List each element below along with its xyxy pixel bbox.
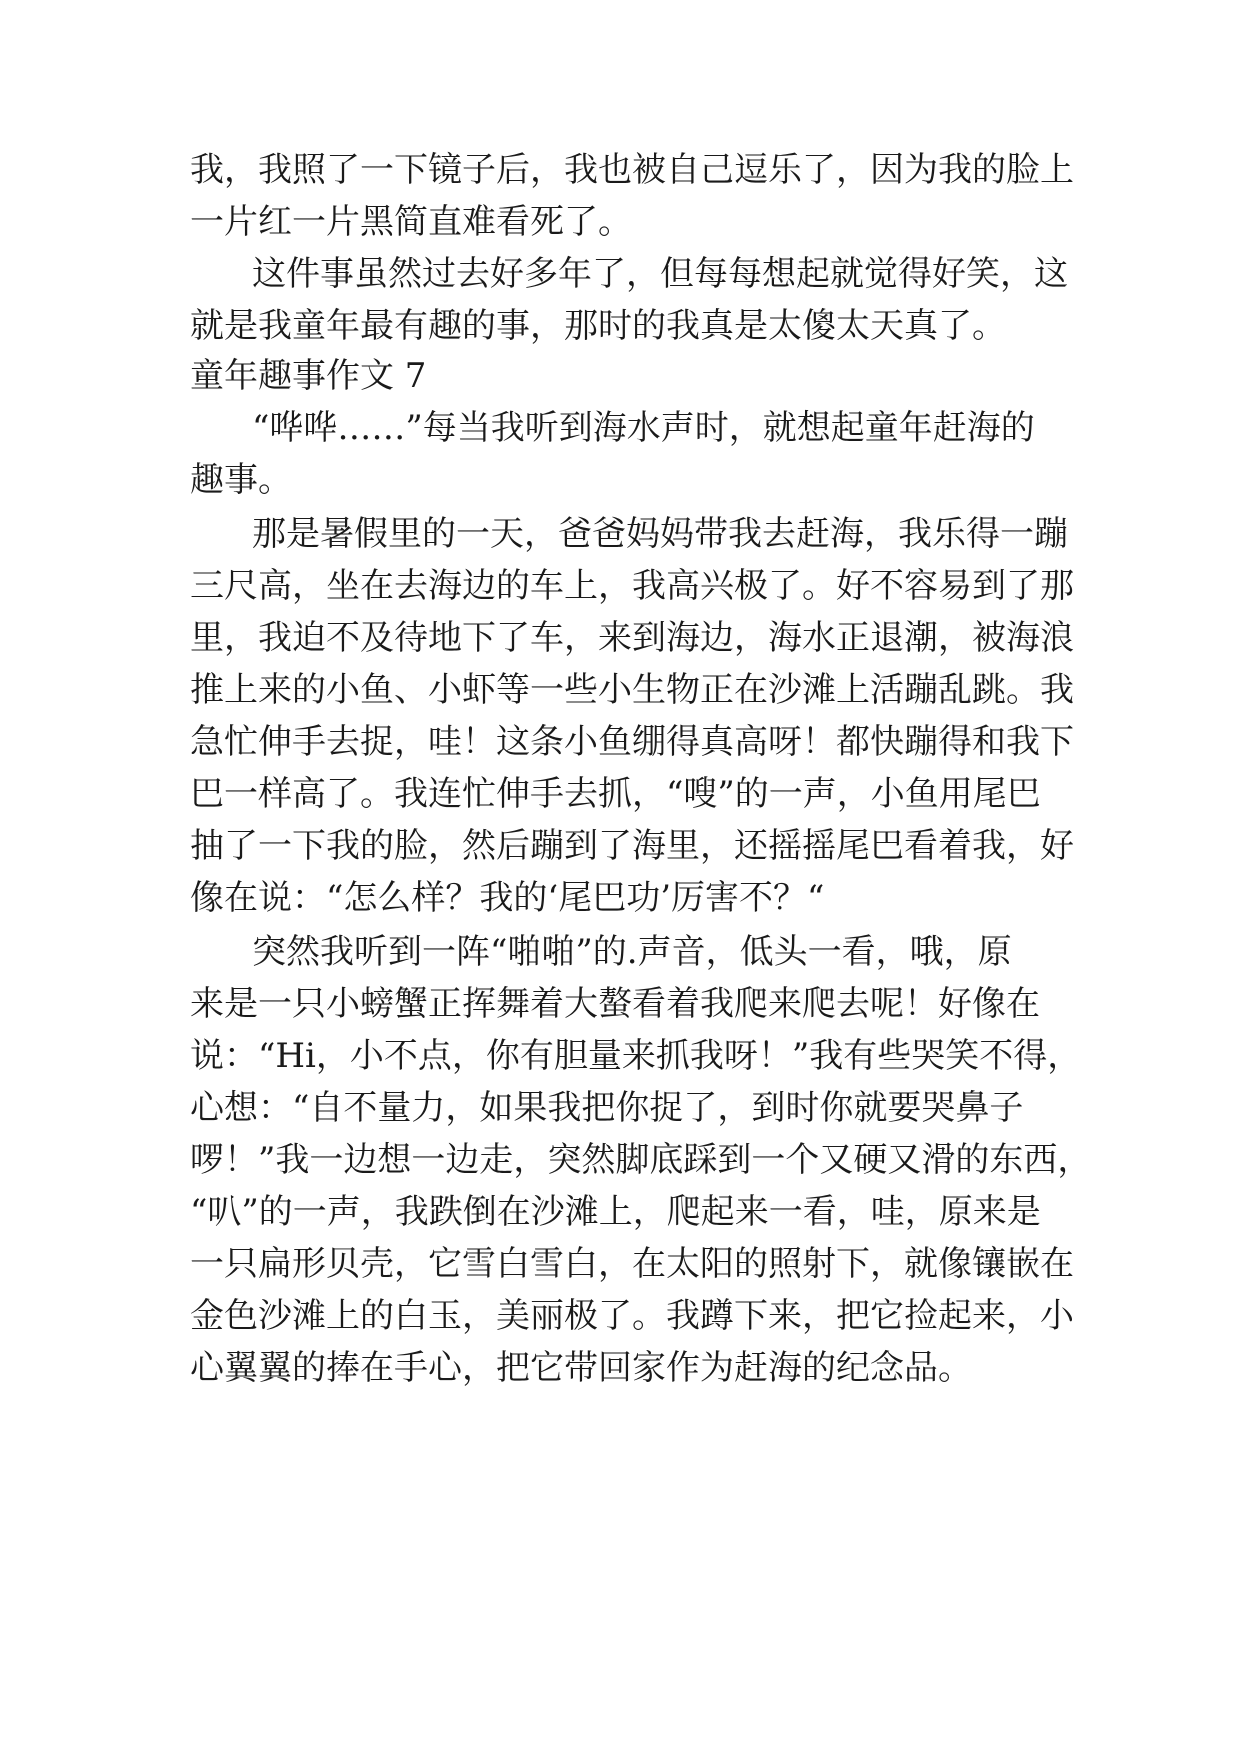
text-line: 说：“Hi，小不点，你有胆量来抓我呀！”我有些哭笑不得， [190, 1036, 1082, 1076]
paragraph-first-line: “哗哗……”每当我听到海水声时，就想起童年赶海的 [252, 408, 1035, 448]
text-line: 像在说：“怎么样？我的‘尾巴功’厉害不？“ [190, 878, 825, 918]
text-line: 金色沙滩上的白玉，美丽极了。我蹲下来，把它捡起来，小 [190, 1296, 1074, 1336]
paragraph-first-line: 突然我听到一阵“啪啪”的.声音，低头一看，哦，原 [252, 932, 1012, 972]
text-line: 急忙伸手去捉，哇！这条小鱼绷得真高呀！都快蹦得和我下 [190, 722, 1074, 762]
text-line: 就是我童年最有趣的事，那时的我真是太傻太天真了。 [190, 306, 1006, 346]
text-line: 三尺高，坐在去海边的车上，我高兴极了。好不容易到了那 [190, 566, 1074, 606]
text-line: 啰！”我一边想一边走，突然脚底踩到一个又硬又滑的东西， [190, 1140, 1092, 1180]
document-body [190, 0, 1090, 1754]
text-line: 一片红一片黑简直难看死了。 [190, 202, 632, 242]
text-line: “叭”的一声，我跌倒在沙滩上，爬起来一看，哇，原来是 [190, 1192, 1041, 1232]
text-line: 里，我迫不及待地下了车，来到海边，海水正退潮，被海浪 [190, 618, 1074, 658]
text-line: 来是一只小螃蟹正挥舞着大螯看着我爬来爬去呢！好像在 [190, 984, 1040, 1024]
paragraph-first-line: 这件事虽然过去好多年了，但每每想起就觉得好笑，这 [252, 254, 1068, 294]
text-line: 巴一样高了。我连忙伸手去抓，“嗖”的一声，小鱼用尾巴 [190, 774, 1041, 814]
text-line: 一只扁形贝壳，它雪白雪白，在太阳的照射下，就像镶嵌在 [190, 1244, 1074, 1284]
section-heading: 童年趣事作文 7 [190, 356, 427, 396]
text-line: 趣事。 [190, 460, 292, 500]
text-line: 我，我照了一下镜子后，我也被自己逗乐了，因为我的脸上 [190, 150, 1074, 190]
text-line: 心想：“自不量力，如果我把你捉了，到时你就要哭鼻子 [190, 1088, 1024, 1128]
paragraph-first-line: 那是暑假里的一天，爸爸妈妈带我去赶海，我乐得一蹦 [252, 514, 1068, 554]
text-line: 抽了一下我的脸，然后蹦到了海里，还摇摇尾巴看着我，好 [190, 826, 1074, 866]
text-line: 心翼翼的捧在手心，把它带回家作为赶海的纪念品。 [190, 1348, 972, 1388]
text-line: 推上来的小鱼、小虾等一些小生物正在沙滩上活蹦乱跳。我 [190, 670, 1074, 710]
